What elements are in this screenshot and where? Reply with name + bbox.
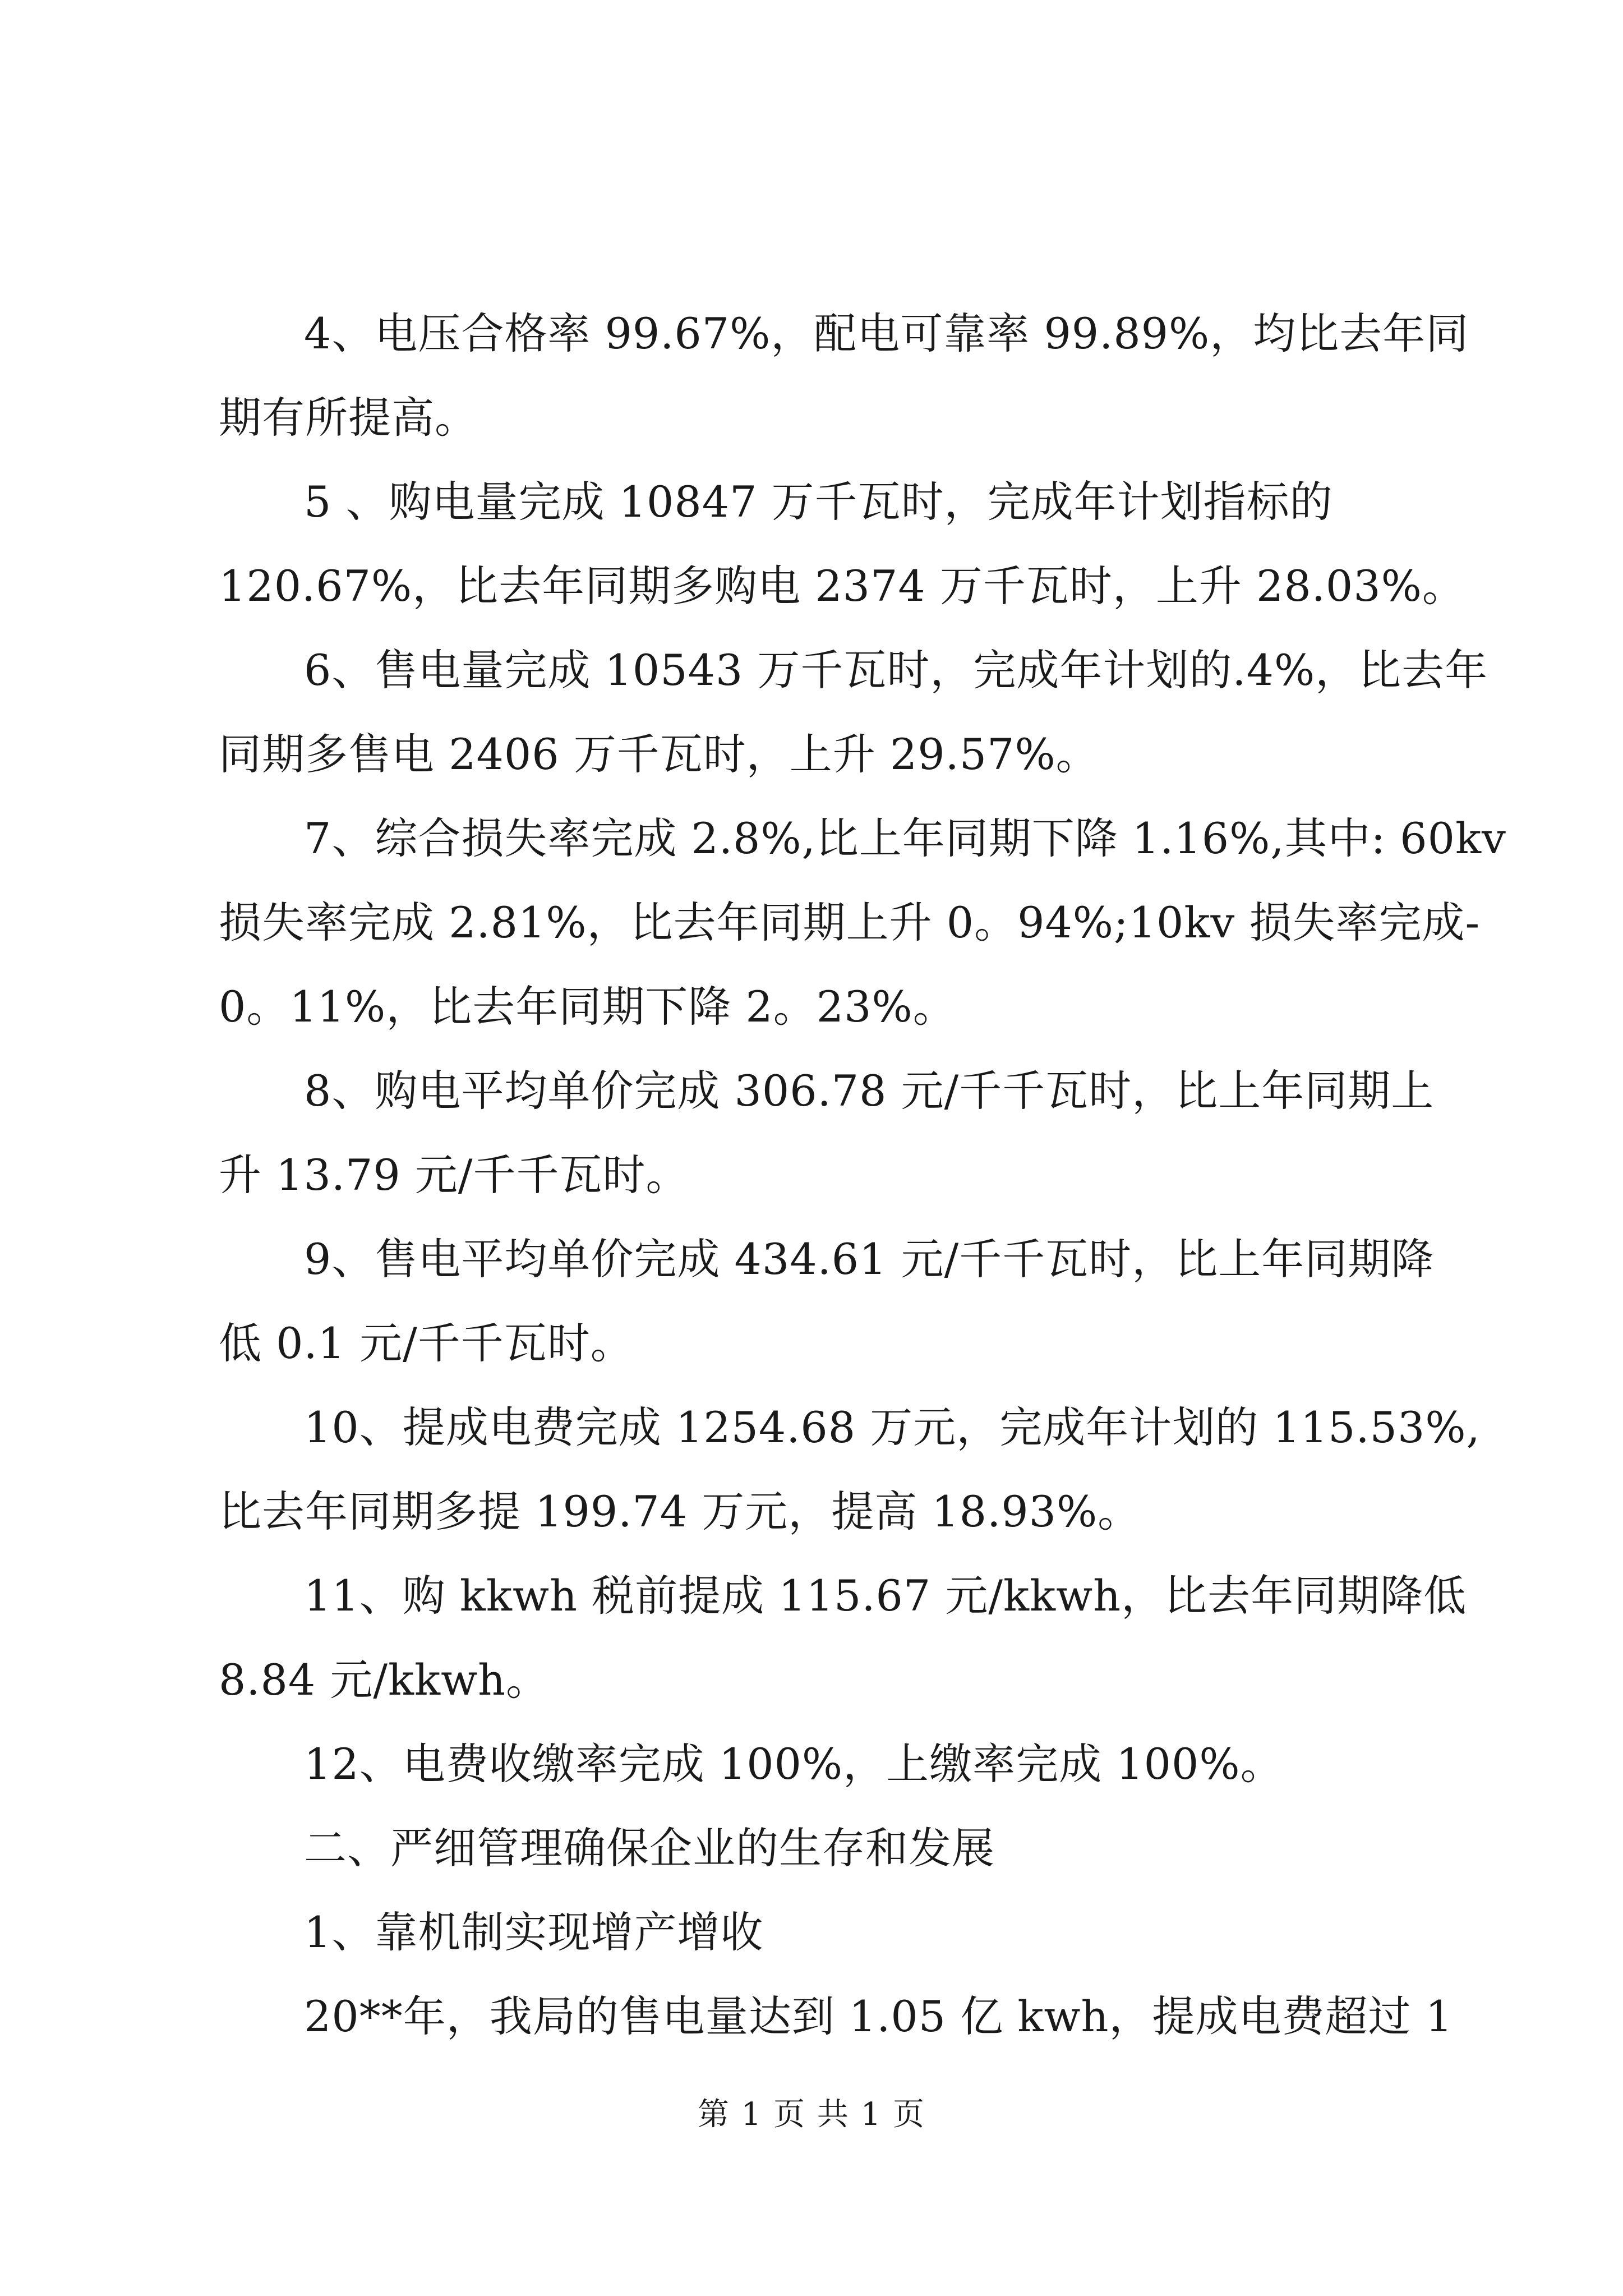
subsection-heading (219, 1890, 1413, 1975)
text-line: 5 、购电量完成 10847 万千瓦时，完成年计划指标的 (304, 477, 1333, 527)
text-line: 12、电费收缴率完成 100%，上缴率完成 100%。 (304, 1739, 1284, 1789)
paragraph-item-5 (219, 460, 1465, 628)
page-footer: 第 1 页 共 1 页 (697, 2096, 926, 2133)
text-line: 20**年，我局的售电量达到 1.05 亿 kwh，提成电费超过 1 (304, 1991, 1453, 2041)
text-line: 10、提成电费完成 1254.68 万元，完成年计划的 115.53%, (304, 1402, 1481, 1452)
text-line: 4、电压合格率 99.67%，配电可靠率 99.89%，均比去年同 (304, 309, 1469, 358)
paragraph-item-11 (219, 1554, 1467, 1722)
paragraph-item-10 (219, 1386, 1481, 1554)
text-line: 期有所提高。 (219, 393, 478, 443)
text-line: 损失率完成 2.81%，比去年同期上升 0。94%;10kv 损失率完成- (219, 898, 1481, 947)
paragraph-item-9 (219, 1217, 1435, 1386)
paragraph-body (219, 1975, 1453, 2059)
paragraph-item-12 (219, 1722, 1413, 1806)
text-line: 9、售电平均单价完成 434.61 元/千千瓦时，比上年同期降 (304, 1234, 1435, 1284)
text-line: 0。11%，比去年同期下降 2。23%。 (219, 982, 956, 1032)
text-line: 11、购 kkwh 税前提成 115.67 元/kkwh，比去年同期降低 (304, 1571, 1467, 1621)
text-line: 二、严细管理确保企业的生存和发展 (304, 1823, 995, 1873)
section-heading (219, 1806, 1413, 1890)
paragraph-item-6 (219, 628, 1488, 797)
text-line: 8、购电平均单价完成 306.78 元/千千瓦时，比上年同期上 (304, 1066, 1435, 1116)
text-line: 8.84 元/kkwh。 (219, 1655, 550, 1705)
text-line: 7、综合损失率完成 2.8%,比上年同期下降 1.16%,其中: 60kv (304, 813, 1506, 863)
paragraph-item-7 (219, 797, 1506, 1049)
paragraph-item-4 (219, 292, 1469, 460)
document-body (219, 292, 1506, 2059)
text-line: 同期多售电 2406 万千瓦时，上升 29.57%。 (219, 729, 1099, 779)
text-line: 1、靠机制实现增产增收 (304, 1907, 764, 1957)
text-line: 升 13.79 元/千千瓦时。 (219, 1150, 689, 1200)
text-line: 120.67%，比去年同期多购电 2374 万千瓦时，上升 28.03%。 (219, 561, 1465, 611)
text-line: 6、售电量完成 10543 万千瓦时，完成年计划的.4%，比去年 (304, 645, 1488, 695)
paragraph-item-8 (219, 1049, 1435, 1217)
text-line: 低 0.1 元/千千瓦时。 (219, 1318, 634, 1368)
text-line: 比去年同期多提 199.74 万元，提高 18.93%。 (219, 1487, 1141, 1536)
